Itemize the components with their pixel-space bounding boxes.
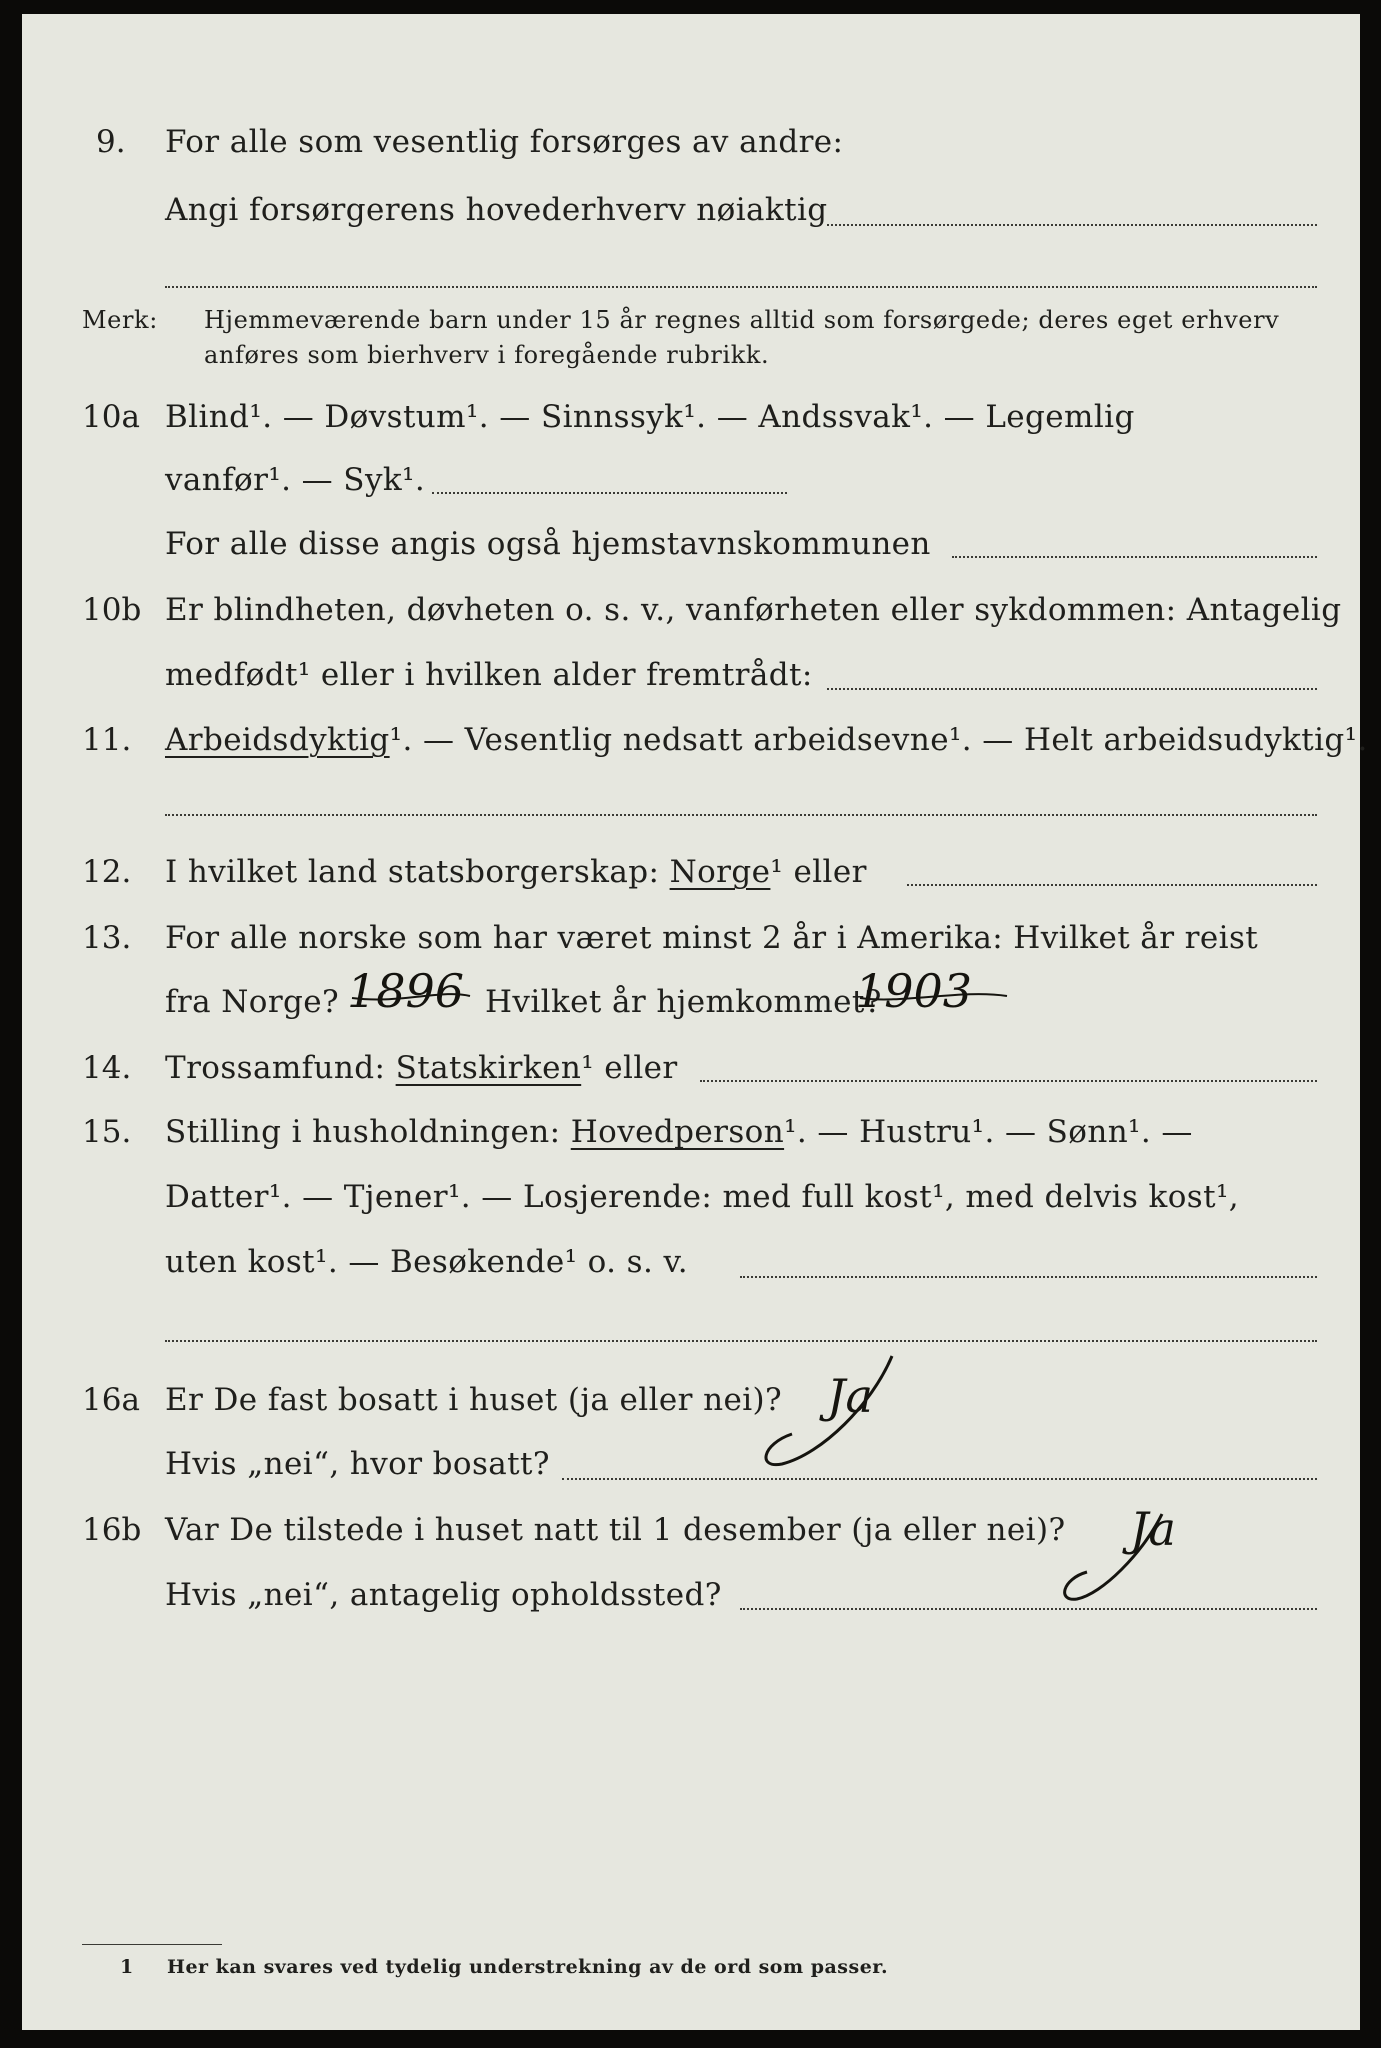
q10a-line-2: vanfør¹. — Syk¹. [165,462,426,498]
q16b-line-1: Var De tilstede i huset natt til 1 desember (ja eller nei)? [165,1512,1066,1548]
q13-answer-return-handwritten: 1903 [855,964,973,1018]
footnote-separator [82,1944,222,1945]
q11-line-1-rest: ¹. — Vesentlig nedsatt arbeidsevne¹. — Helt arbeidsudyktig¹. [389,722,1368,758]
question-number-12: 12. [82,854,132,890]
q10b-line-1: Er blindheten, døvheten o. s. v., vanførheten eller sykdommen: Antagelig [165,592,1342,628]
q14-underlined-answer: Statskirken [395,1050,582,1086]
footnote-mark: 1 [120,1956,134,1978]
q13-answer-departure-handwritten: 1896 [347,964,465,1018]
question-number-9: 9. [96,124,126,160]
handwriting-ink-strokes [22,14,1360,2030]
q13-line-2a: fra Norge? [165,984,340,1020]
q13-line-2b: Hvilket år hjemkommet? [485,984,882,1020]
q13-line-1: For alle norske som har været minst 2 år i Amerika: Hvilket år reist [165,920,1259,956]
census-form-page [22,14,1368,2030]
question-number-15: 15. [82,1114,132,1150]
footnote-text: Her kan svares ved tydelig understrekning av de ord som passer. [167,1956,889,1978]
q15-label: Stilling i husholdningen: [165,1114,561,1150]
note-line-1: Hjemmeværende barn under 15 år regnes alltid som forsørgede; deres eget erhverv [204,306,1280,334]
q14-line-rest: ¹ eller [581,1050,678,1086]
question-number-10a: 10a [82,399,140,435]
q10b-line-2: medfødt¹ eller i hvilken alder fremtrådt: [165,657,813,693]
q9-line-2: Angi forsørgerens hovederhverv nøiaktig [165,192,828,228]
q15-line-1-rest: ¹. — Hustru¹. — Sønn¹. — [784,1114,1193,1150]
question-number-16a: 16a [82,1382,140,1418]
question-number-14: 14. [82,1050,132,1086]
question-number-10b: 10b [82,592,142,628]
q16a-answer-handwritten: Ja [827,1369,873,1423]
q16b-answer-handwritten: Ja [1130,1502,1176,1556]
q14-label: Trossamfund: [165,1050,386,1086]
note-line-2: anføres som bierhverv i foregående rubrikk. [204,341,770,369]
q16a-line-2: Hvis „nei“, hvor bosatt? [165,1446,550,1482]
q10a-line-1: Blind¹. — Døvstum¹. — Sinnssyk¹. — Andssvak¹. — Legemlig [165,399,1135,435]
note-label: Merk: [82,306,158,334]
q10a-line-3: For alle disse angis også hjemstavnskommunen [165,526,931,562]
question-number-13: 13. [82,920,132,956]
q15-underlined-answer: Hovedperson [570,1114,785,1150]
q16a-line-1: Er De fast bosatt i huset (ja eller nei)? [165,1382,783,1418]
question-number-11: 11. [82,722,132,758]
q12-label: I hvilket land statsborgerskap: [165,854,660,890]
q12-underlined-answer: Norge [669,854,771,890]
q12-line-rest: ¹ eller [770,854,867,890]
q11-underlined-answer: Arbeidsdyktig [165,722,390,758]
q15-line-2: Datter¹. — Tjener¹. — Losjerende: med full kost¹, med delvis kost¹, [165,1179,1240,1215]
question-number-16b: 16b [82,1512,142,1548]
q9-line-1: For alle som vesentlig forsørges av andre: [165,124,844,160]
q15-line-3: uten kost¹. — Besøkende¹ o. s. v. [165,1244,688,1280]
q16b-line-2: Hvis „nei“, antagelig opholdssted? [165,1577,722,1613]
